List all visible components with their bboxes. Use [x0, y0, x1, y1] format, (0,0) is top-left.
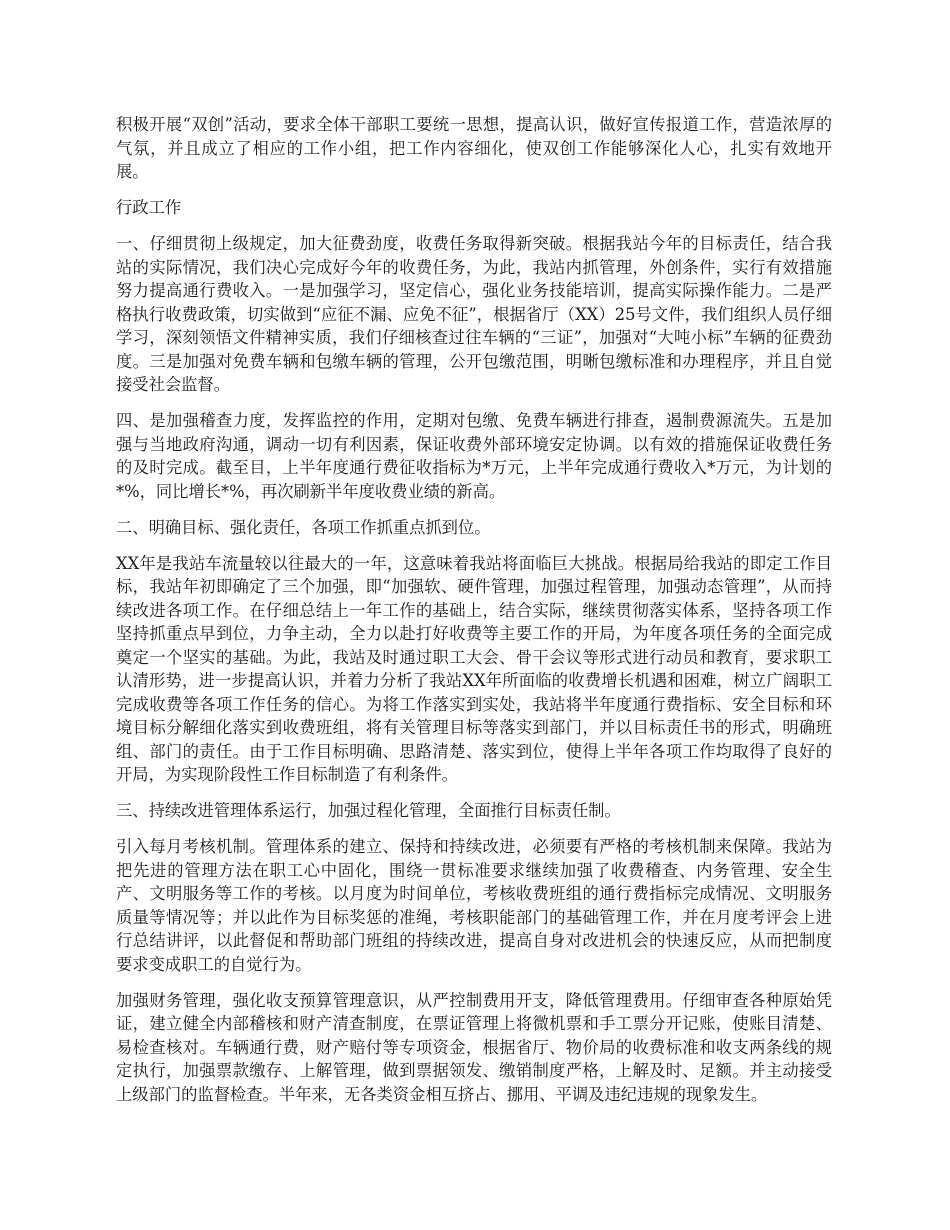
heading-section-2: 二、明确目标、强化责任，各项工作抓重点抓到位。	[116, 517, 491, 537]
paragraph-assessment: 引入每月考核机制。管理体系的建立、保持和持续改进，必须要有严格的考核机制来保障。我站为把先进的管理方法在职工心中固化，围绕一贯标准要求继续加强了收费稽查、内务管理、安全生产、文明服务等工作的考核。以月度为时间单位，考核收费班组的通行费指标完成情况、文明服务质量等情况等；并以此作为目标奖惩的准绳，考核职能部门的基础管理工作，并在月度考评会上进行总结讲评，以此督促和帮助部门班组的持续改进，提高自身对改进机会的快速反应，从而把制度要求变成职工的自觉行为。	[116, 837, 832, 974]
document-body	[116, 113, 832, 1119]
heading-admin-work: 行政工作	[116, 198, 182, 217]
paragraph-goals: XX年是我站车流量较以往最大的一年，这意味着我站将面临巨大挑战。根据局给我站的即定工作目标，我站年初即确定了三个加强，即“加强软、硬件管理，加强过程管理，加强动态管理”，从而持续改进各项工作。在仔细总结上一年工作的基础上，结合实际，继续贯彻落实体系，坚持各项工作坚持抓重点早到位，力争主动，全力以赴打好收费等主要工作的开局，为年度各项任务的全面完成奠定一个坚实的基础。为此，我站及时通过职工大会、骨干会议等形式进行动员和教育，要求职工认清形势，进一步提高认识，并着力分析了我站XX年所面临的收费增长机遇和困难，树立广阔职工完成收费等各项工作任务的信心。为将工作落实到实处，我站将半年度通行费指标、安全目标和环境目标分解细化落实到收费班组，将有关管理目标等落实到部门，并以目标责任书的形式，明确班组、部门的责任。由于工作目标明确、思路清楚、落实到位，使得上半年各项工作均取得了良好的开局，为实现阶段性工作目标制造了有利条件。	[116, 553, 832, 784]
paragraph-shuangchuang: 积极开展“双创”活动，要求全体干部职工要统一思想，提高认识，做好宣传报道工作，营造浓厚的气氛，并且成立了相应的工作小组，把工作内容细化，使双创工作能够深化人心，扎实有效地开展。	[116, 115, 832, 181]
paragraph-section-1: 一、仔细贯彻上级规定，加大征费劲度，收费任务取得新突破。根据我站今年的目标责任，结合我站的实际情况，我们决心完成好今年的收费任务，为此，我站内抓管理，外创条件，实行有效措施努力提高通行费收入。一是加强学习，坚定信心，强化业务技能培训，提高实际操作能力。二是严格执行收费政策，切实做到“应征不漏、应免不征”，根据省厅（XX）25号文件，我们组织人员仔细学习，深刻领悟文件精神实质，我们仔细核查过往车辆的“三证”，加强对“大吨小标”车辆的征费劲度。三是加强对免费车辆和包缴车辆的管理，公开包缴范围，明晰包缴标准和办理程序，并且自觉接受社会监督。	[116, 234, 832, 394]
heading-section-3: 三、持续改进管理体系运行，加强过程化管理，全面推行目标责任制。	[116, 801, 621, 820]
paragraph-section-4: 四、是加强稽查力度，发挥监控的作用，定期对包缴、免费车辆进行排查，遏制费源流失。五是加强与当地政府沟通，调动一切有利因素，保证收费外部环境安定协调。以有效的措施保证收费任务的及时完成。截至目，上半年度通行费征收指标为*万元，上半年完成通行费收入*万元，为计划的*%，同比增长*%，再次刷新半年度收费业绩的新高。	[116, 411, 832, 501]
paragraph-finance: 加强财务管理，强化收支预算管理意识，从严控制费用开支，降低管理费用。仔细审查各种原始凭证，建立健全内部稽核和财产清查制度，在票证管理上将微机票和手工票分开记账，使账目清楚、易检查核对。车辆通行费，财产赔付等专项资金，根据省厅、物价局的收费标准和收支两条线的规定执行，加强票款缴存、上解管理，做到票据领发、缴销制度严格，上解及时、足额。并主动接受上级部门的监督检查。半年来，无各类资金相互挤占、挪用、平调及违纪违规的现象发生。	[116, 990, 832, 1104]
